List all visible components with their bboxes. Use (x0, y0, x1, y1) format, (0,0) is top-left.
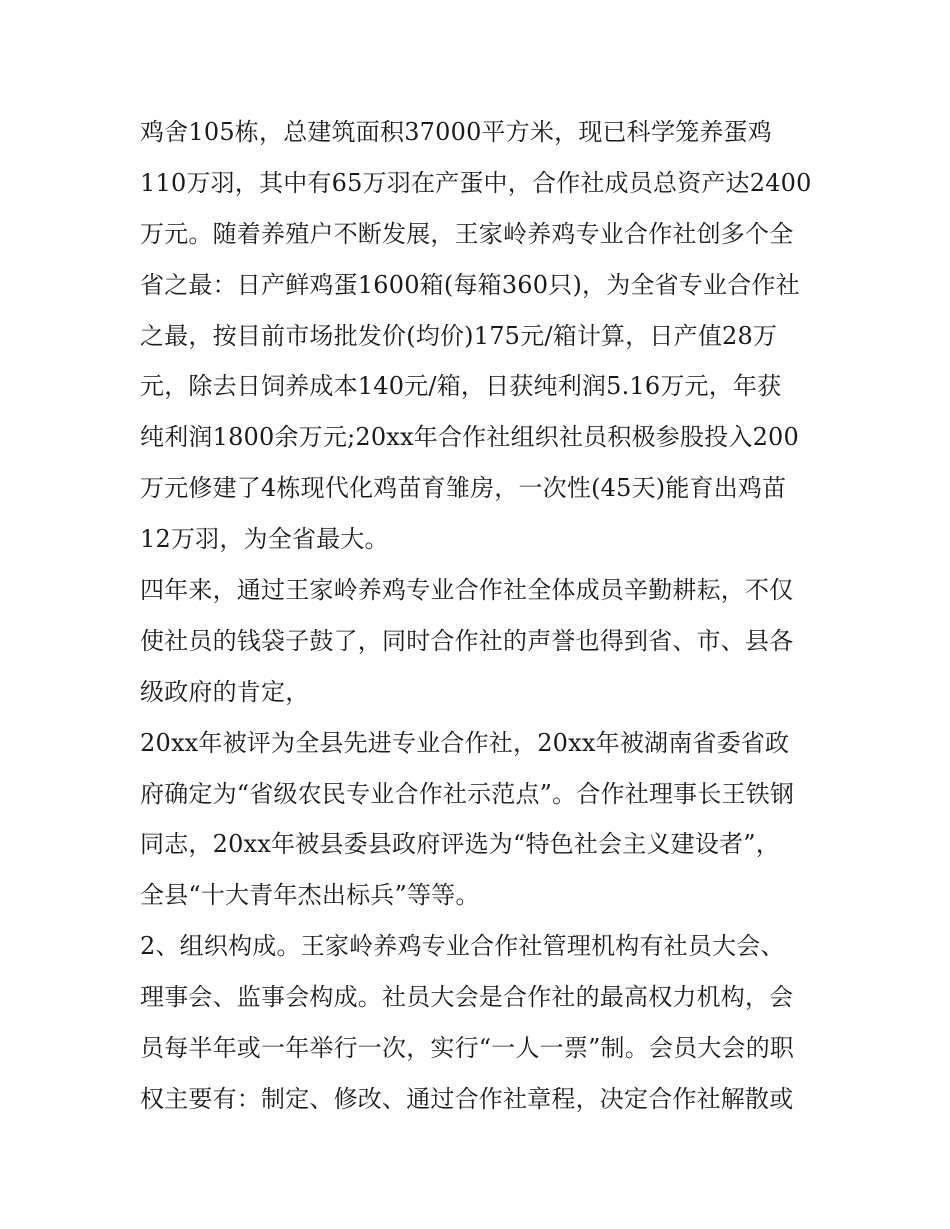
text-line-18: 理事会、监事会构成。社员大会是合作社的最高权力机构，会 (140, 983, 794, 1012)
text-line-11: 使社员的钱袋子鼓了，同时合作社的声誉也得到省、市、县各 (140, 626, 794, 655)
text-line-3: 万元。随着养殖户不断发展，王家岭养鸡专业合作社创多个全 (140, 219, 794, 248)
text-line-12: 级政府的肯定， (140, 677, 310, 706)
text-line-10: 四年来，通过王家岭养鸡专业合作社全体成员辛勤耕耘，不仅 (140, 576, 794, 605)
text-line-2: 110万羽，其中有65万羽在产蛋中，合作社成员总资产达2400 (140, 168, 812, 197)
body-text (140, 107, 820, 1125)
text-line-14: 府确定为“省级农民专业合作社示范点”。合作社理事长王铁钢 (140, 779, 795, 808)
text-line-9: 12万羽，为全省最大。 (140, 525, 389, 554)
text-line-8: 万元修建了4栋现代化鸡苗育雏房，一次性(45天)能育出鸡苗 (140, 474, 787, 503)
text-line-20: 权主要有：制定、修改、通过合作社章程，决定合作社解散或 (140, 1084, 794, 1113)
text-line-16: 全县“十大青年杰出标兵”等等。 (140, 881, 480, 910)
text-line-7: 纯利润1800余万元;20xx年合作社组织社员积极参股投入200 (140, 423, 799, 452)
text-line-4: 省之最：日产鲜鸡蛋1600箱(每箱360只)，为全省专业合作社 (140, 270, 800, 299)
text-line-6: 元，除去日饲养成本140元/箱，日获纯利润5.16万元，年获 (140, 372, 782, 401)
text-line-5: 之最，按目前市场批发价(均价)175元/箱计算，日产值28万 (140, 321, 778, 350)
text-line-1: 鸡舍105栋，总建筑面积37000平方米，现已科学笼养蛋鸡 (140, 118, 772, 146)
text-line-17: 2、组织构成。王家岭养鸡专业合作社管理机构有社员大会、 (140, 932, 785, 961)
text-line-13: 20xx年被评为全县先进专业合作社，20xx年被湖南省委省政 (140, 728, 790, 757)
text-line-19: 员每半年或一年举行一次，实行“一人一票”制。会员大会的职 (140, 1034, 795, 1063)
text-line-15: 同志，20xx年被县委县政府评选为“特色社会主义建设者”， (140, 830, 780, 859)
